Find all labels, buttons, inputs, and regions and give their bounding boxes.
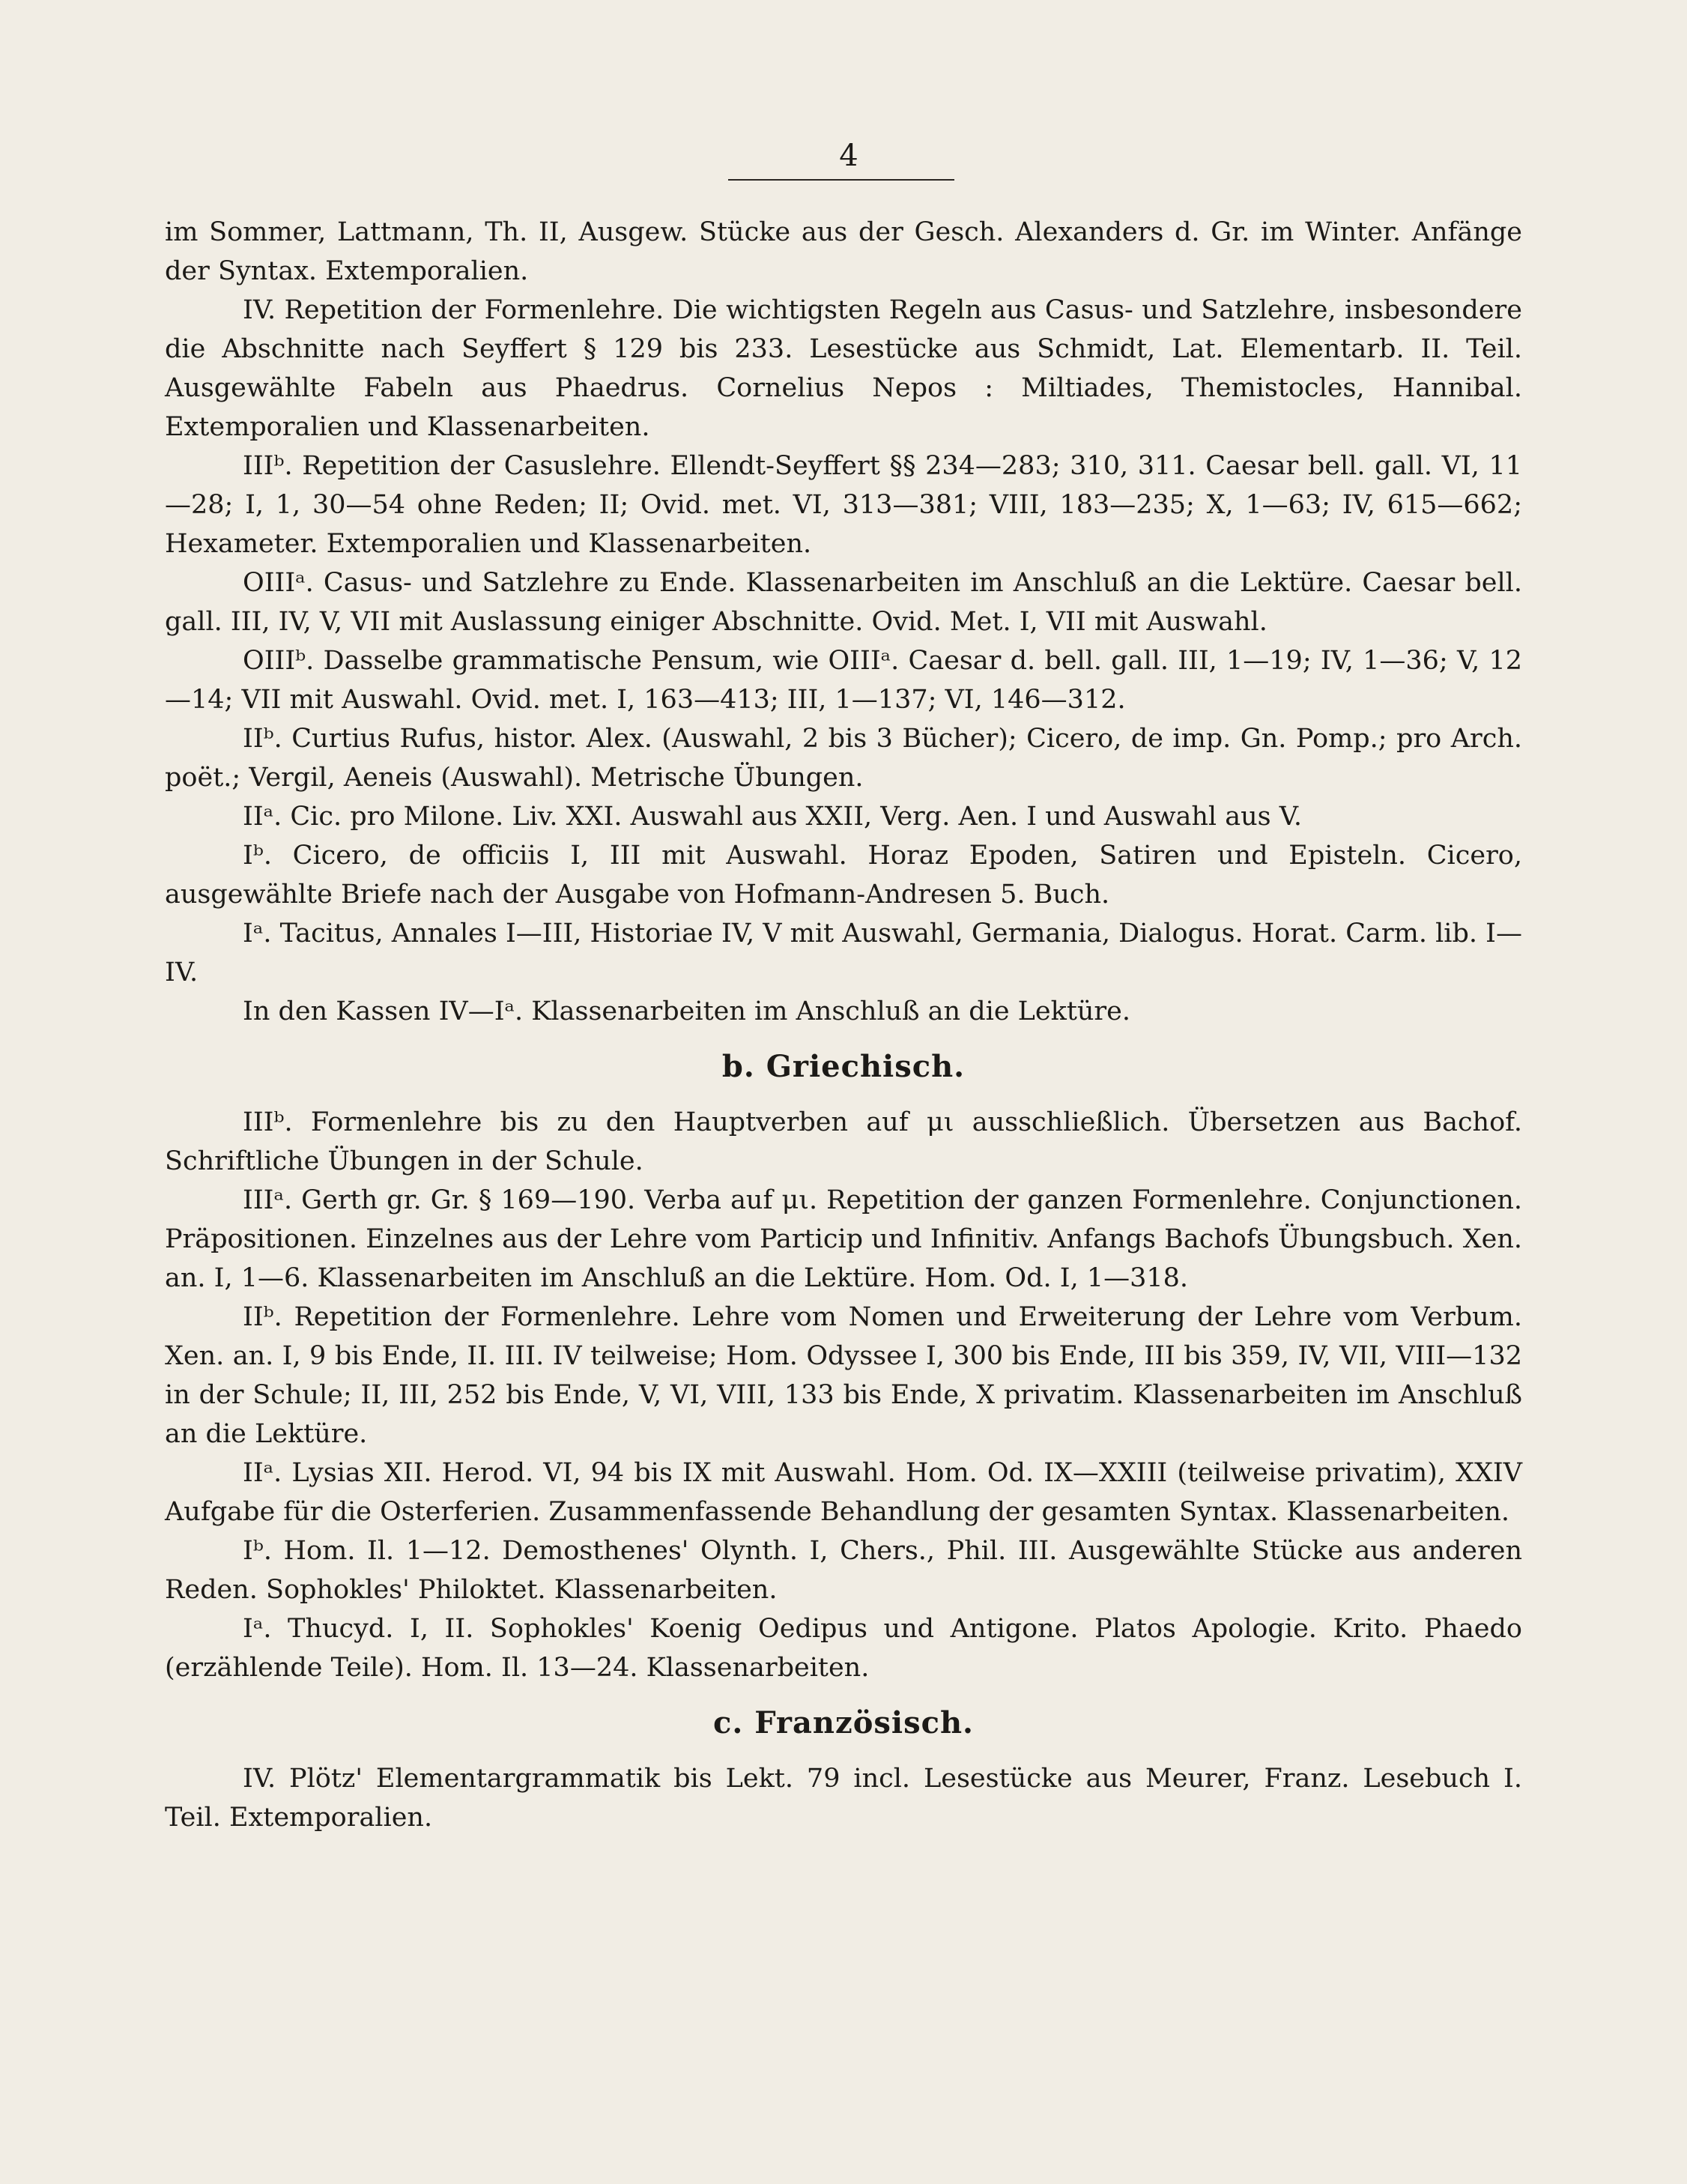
paragraph: IIᵇ. Repetition der Formenlehre. Lehre vom Nomen und Erweiterung der Lehre vom Verbum. Xen. an. I, 9 bis Ende, II. III. IV teilweise; Hom. Odyssee I, 300 bis Ende, III bis 359, IV, VII, VIII—132 in der Schule; II, III, 252 bis Ende, V, VI, VIII, 133 bis Ende, X privatim. Klassenarbeiten im Anschluß an die Lektüre. — [165, 1302, 1522, 1449]
paragraph: OIIIᵇ. Dasselbe grammatische Pensum, wie OIIIᵃ. Caesar d. bell. gall. III, 1—19; IV, 1—36; V, 12—14; VII mit Auswahl. Ovid. met. I, 163—413; III, 1—137; VI, 146—312. — [165, 646, 1522, 715]
paragraph: IV. Repetition der Formenlehre. Die wichtigsten Regeln aus Casus- und Satzlehre, insbesondere die Abschnitte nach Seyffert § 129 bis 233. Lesestücke aus Schmidt, Lat. Elementarb. II. Teil. Ausgewählte Fabeln aus Phaedrus. Cornelius Nepos : Miltiades, Themistocles, Hannibal. Extemporalien und Klassenarbeiten. — [165, 295, 1522, 442]
section-heading-greek: b. Griechisch. — [721, 1049, 966, 1084]
paragraph: Iᵇ. Hom. Il. 1—12. Demosthenes' Olynth. I, Chers., Phil. III. Ausgewählte Stücke aus anderen Reden. Sophokles' Philoktet. Klassenarbeiten. — [165, 1536, 1522, 1605]
paragraph: Iᵃ. Tacitus, Annales I—III, Historiae IV, V mit Auswahl, Germania, Dialogus. Horat. Carm. lib. I—IV. — [165, 919, 1522, 987]
paragraph: Iᵃ. Thucyd. I, II. Sophokles' Koenig Oedipus und Antigone. Platos Apologie. Krito. Phaedo (erzählende Teile). Hom. Il. 13—24. Klassenarbeiten. — [165, 1614, 1522, 1683]
section-heading-french: c. Französisch. — [713, 1705, 974, 1740]
page-number: 4 — [839, 139, 858, 173]
paragraph: In den Kassen IV—Iᵃ. Klassenarbeiten im Anschluß an die Lektüre. — [243, 996, 1130, 1026]
paragraph: IIIᵇ. Repetition der Casuslehre. Ellendt-Seyffert §§ 234—283; 310, 311. Caesar bell. gall. VI, 11—28; I, 1, 30—54 ohne Reden; II; Ovid. met. VI, 313—381; VIII, 183—235; X, 1—63; IV, 615—662; Hexameter. Extemporalien und Klassenarbeiten. — [165, 451, 1522, 559]
paragraph: IIᵃ. Lysias XII. Herod. VI, 94 bis IX mit Auswahl. Hom. Od. IX—XXIII (teilweise privatim), XXIV Aufgabe für die Osterferien. Zusammenfassende Behandlung der gesamten Syntax. Klassenarbeiten. — [165, 1458, 1522, 1527]
body-text — [165, 213, 1522, 1837]
paragraph: IIᵃ. Cic. pro Milone. Liv. XXI. Auswahl aus XXII, Verg. Aen. I und Auswahl aus V. — [243, 802, 1303, 832]
paragraph: IIIᵃ. Gerth gr. Gr. § 169—190. Verba auf μι. Repetition der ganzen Formenlehre. Conjunctionen. Präpositionen. Einzelnes aus der Lehre vom Particip und Infinitiv. Anfangs Bachofs Übungsbuch. Xen. an. I, 1—6. Klassenarbeiten im Anschluß an die Lektüre. Hom. Od. I, 1—318. — [165, 1185, 1522, 1293]
paragraph: Iᵇ. Cicero, de officiis I, III mit Auswahl. Horaz Epoden, Satiren und Episteln. Cicero, ausgewählte Briefe nach der Ausgabe von Hofmann-Andresen 5. Buch. — [165, 841, 1522, 910]
paragraph: IV. Plötz' Elementargrammatik bis Lekt. 79 incl. Lesestücke aus Meurer, Franz. Lesebuch I. Teil. Extemporalien. — [165, 1764, 1522, 1833]
header-rule — [728, 179, 954, 181]
paragraph: IIIᵇ. Formenlehre bis zu den Hauptverben auf μι ausschließlich. Übersetzen aus Bachof. Schriftliche Übungen in der Schule. — [165, 1107, 1522, 1176]
paragraph: IIᵇ. Curtius Rufus, histor. Alex. (Auswahl, 2 bis 3 Bücher); Cicero, de imp. Gn. Pomp.; pro Arch. poët.; Vergil, Aeneis (Auswahl). Metrische Übungen. — [165, 724, 1522, 793]
paragraph: im Sommer, Lattmann, Th. II, Ausgew. Stücke aus der Gesch. Alexanders d. Gr. im Winter. Anfänge der Syntax. Extemporalien. — [165, 217, 1522, 286]
paragraph: OIIIᵃ. Casus- und Satzlehre zu Ende. Klassenarbeiten im Anschluß an die Lektüre. Caesar bell. gall. III, IV, V, VII mit Auslassung einiger Abschnitte. Ovid. Met. I, VII mit Auswahl. — [165, 568, 1522, 637]
